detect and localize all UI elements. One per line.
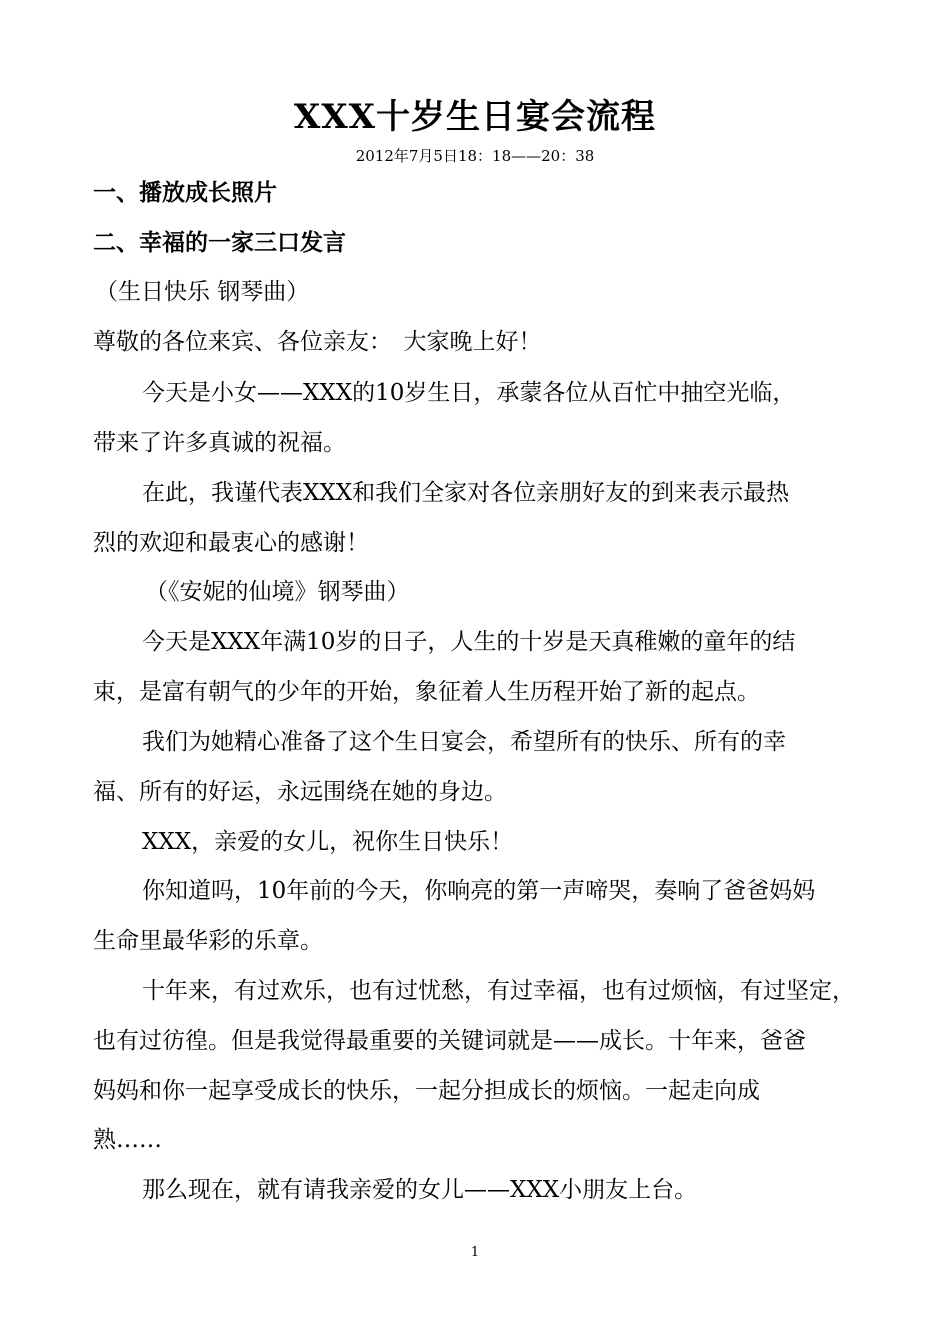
document-title: XXX十岁生日宴会流程 bbox=[293, 97, 657, 137]
paragraph-line: 在此，我谨代表XXX和我们全家对各位亲朋好友的到来表示最热 bbox=[142, 480, 790, 506]
paragraph-line: 烈的欢迎和最衷心的感谢！ bbox=[93, 530, 369, 556]
paragraph-line: 我们为她精心准备了这个生日宴会，希望所有的快乐、所有的幸 bbox=[142, 729, 786, 755]
paragraph-line: 你知道吗，10年前的今天，你响亮的第一声啼哭，奏响了爸爸妈妈 bbox=[142, 878, 816, 904]
greeting-line: 尊敬的各位来宾、各位亲友： 大家晚上好！ bbox=[93, 329, 542, 355]
section-heading-photos: 一、播放成长照片 bbox=[93, 179, 277, 206]
paragraph-line: 十年来，有过欢乐，也有过忧愁，有过幸福，也有过烦恼，有过坚定， bbox=[142, 978, 855, 1004]
paragraph-line: XXX，亲爱的女儿，祝你生日快乐！ bbox=[142, 829, 514, 855]
page-number: 1 bbox=[470, 1245, 480, 1260]
paragraph-line: 生命里最华彩的乐章。 bbox=[93, 928, 323, 954]
paragraph-line: 福、所有的好运，永远围绕在她的身边。 bbox=[93, 779, 507, 805]
document-date-time: 2012年7月5日18：18——20：38 bbox=[355, 147, 595, 165]
paragraph-line: 妈妈和你一起享受成长的快乐，一起分担成长的烦恼。一起走向成 bbox=[93, 1078, 760, 1104]
section-heading-family-speech: 二、幸福的一家三口发言 bbox=[93, 229, 346, 256]
paragraph-line: 今天是XXX年满10岁的日子，人生的十岁是天真稚嫩的童年的结 bbox=[142, 629, 796, 655]
paragraph-line: 那么现在，就有请我亲爱的女儿——XXX小朋友上台。 bbox=[142, 1177, 698, 1203]
music-note-2: （《安妮的仙境》钢琴曲） bbox=[145, 579, 410, 605]
music-note-1: （生日快乐 钢琴曲） bbox=[95, 279, 310, 305]
paragraph-line: 熟…… bbox=[93, 1127, 162, 1153]
paragraph-line: 也有过彷徨。但是我觉得最重要的关键词就是——成长。十年来，爸爸 bbox=[93, 1028, 806, 1054]
paragraph-line: 今天是小女——XXX的10岁生日，承蒙各位从百忙中抽空光临， bbox=[142, 380, 796, 406]
paragraph-line: 带来了许多真诚的祝福。 bbox=[93, 430, 346, 456]
paragraph-line: 束，是富有朝气的少年的开始，象征着人生历程开始了新的起点。 bbox=[93, 679, 760, 705]
